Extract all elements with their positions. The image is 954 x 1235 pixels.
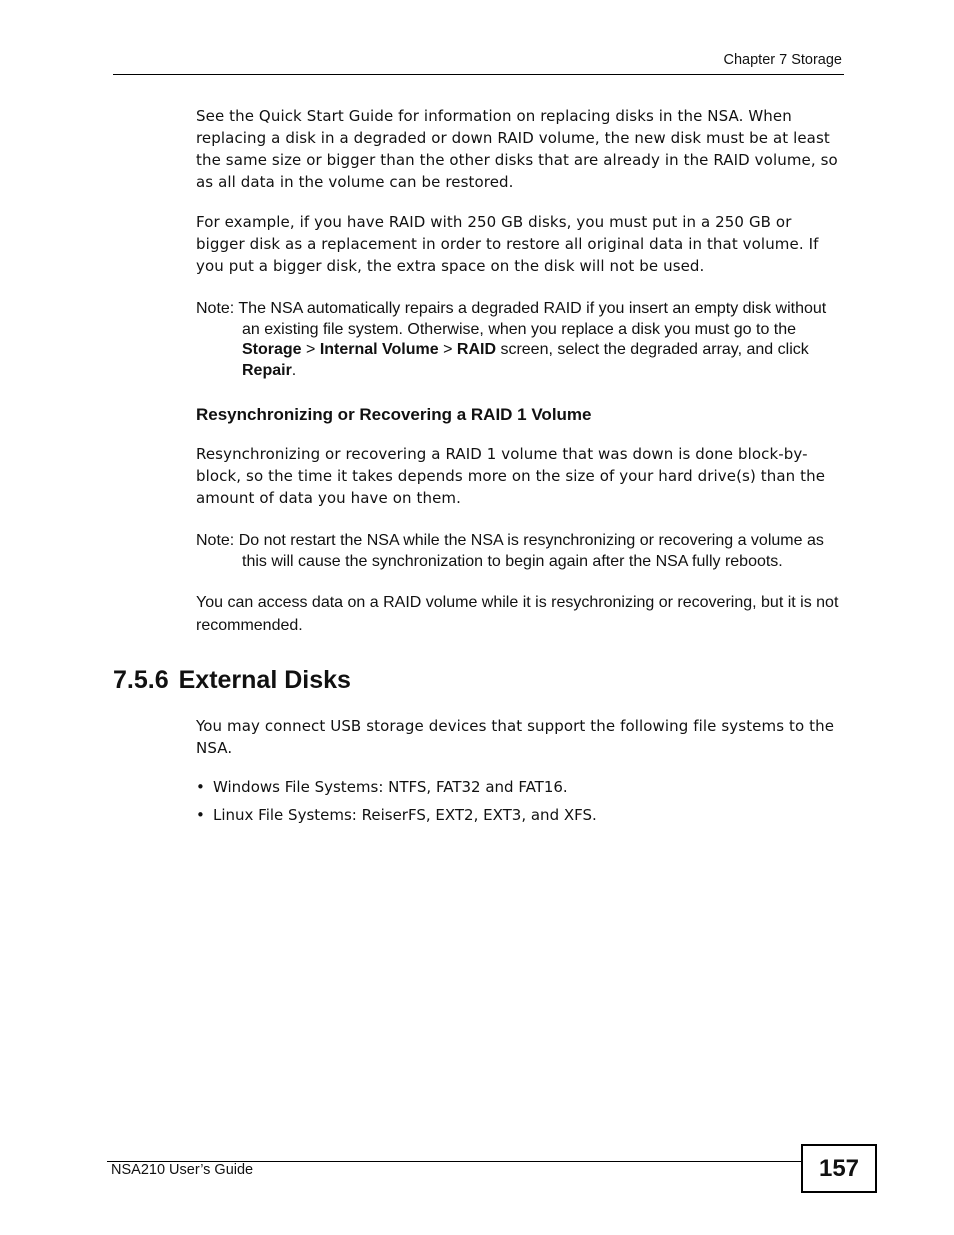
list-item: [196, 804, 597, 832]
paragraph-raid-example: For example, if you have RAID with 250 GB disks, you must put in a 250 GB or bigger disk as a replacement in order to restore all original data in that volume. If you put a bigger disk, the extra space on the disk will not be used.: [196, 213, 819, 275]
menu-storage: Storage: [242, 341, 302, 358]
section-title: External Disks: [178, 666, 351, 694]
subsection-title: Resynchronizing or Recovering a RAID 1 Volume: [196, 405, 592, 424]
page-number: 157: [801, 1144, 877, 1193]
guide-title: NSA210 User’s Guide: [111, 1162, 254, 1178]
list-item-text: Windows File Systems: NTFS, FAT32 and FAT16.: [213, 778, 568, 796]
chapter-header: Chapter 7 Storage: [723, 52, 842, 68]
paragraph-resync: Resynchronizing or recovering a RAID 1 volume that was down is done block-by-block, so the time it takes depends more on the size of your hard drive(s) than the amount of data you have on them.: [196, 445, 826, 507]
note-prefix: Note:: [196, 532, 239, 549]
paragraph-usb-intro: You may connect USB storage devices that support the following file systems to the NSA.: [196, 717, 835, 757]
list-item: [196, 776, 597, 804]
repair-label: Repair: [242, 361, 292, 379]
paragraph-replacing-disks: See the Quick Start Guide for information on replacing disks in the NSA. When replacing a disk in a degraded or down RAID volume, the new disk must be at least the same size or bigger than the other disks that are already in the RAID volume, so as all data in the volume can be restored.: [196, 107, 838, 191]
note-text: screen, select the degraded array, and click: [496, 341, 809, 358]
note-do-not-restart: [196, 531, 846, 572]
paragraph-access-data: You can access data on a RAID volume while it is resychronizing or recovering, but it is not recommended.: [196, 594, 839, 634]
file-system-list: [196, 776, 597, 832]
menu-internal-volume: Internal Volume: [319, 341, 439, 358]
section-number: 7.5.6: [113, 666, 169, 694]
bullet-icon: •: [196, 778, 205, 796]
header-rule: [113, 74, 844, 75]
note-auto-repair: [196, 299, 846, 381]
note-text: The NSA automatically repairs a degraded RAID if you insert an empty disk without an existing file system. Otherwise, when you replace a disk you must go to the: [238, 300, 827, 338]
note-prefix: Note:: [196, 300, 239, 317]
menu-separator: >: [301, 341, 320, 358]
menu-raid: RAID: [456, 341, 496, 358]
list-item-text: Linux File Systems: ReiserFS, EXT2, EXT3, and XFS.: [213, 806, 597, 824]
section-heading: [113, 666, 351, 695]
note-text: Do not restart the NSA while the NSA is resynchronizing or recovering a volume as this will cause the synchronization to begin again after the NSA fully reboots.: [238, 532, 824, 570]
note-end: .: [291, 361, 297, 379]
menu-separator: >: [438, 341, 457, 358]
bullet-icon: •: [196, 806, 205, 824]
